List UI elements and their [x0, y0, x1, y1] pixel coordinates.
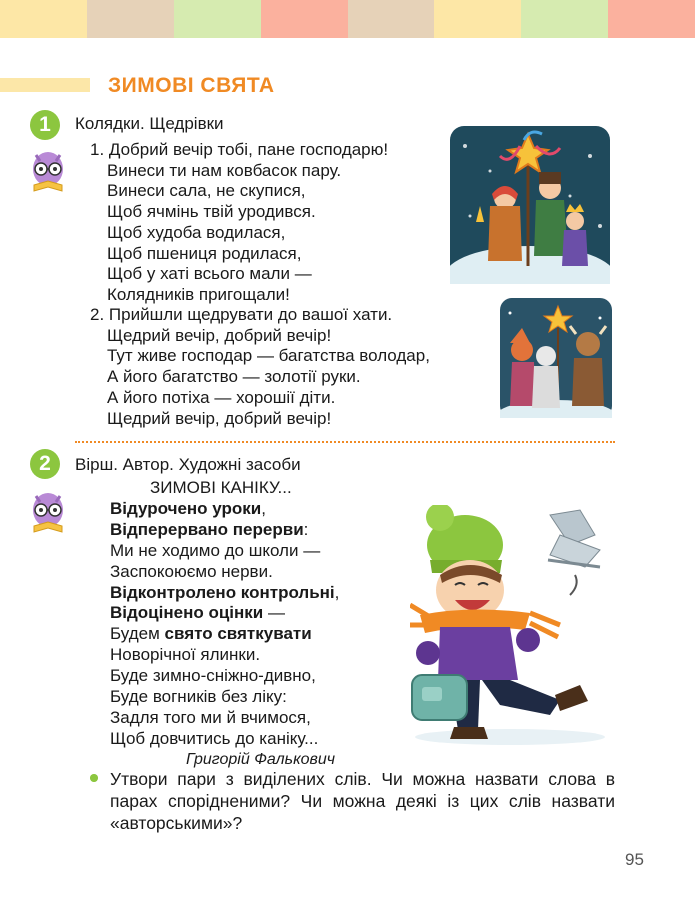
poem-line: Буде вогників без ліку: — [110, 687, 287, 707]
verse-line: Щоб худоба водилася, — [107, 222, 286, 242]
highlighted-word: Відперервано перерви — [110, 519, 304, 539]
verse-line: А його потіха — хорошії діти. — [107, 387, 336, 407]
poem-line: Відперервано перерви: — [110, 519, 309, 539]
section-number-badge: 1 — [30, 110, 60, 140]
title-ribbon — [0, 78, 90, 92]
carolers-illustration — [450, 126, 610, 284]
verse-line: Винеси ти нам ковбасок пару. — [107, 160, 342, 180]
owl-reading-icon — [28, 488, 68, 536]
verse-line: Винеси сала, не скупися, — [107, 181, 306, 201]
top-color-bar — [0, 0, 695, 38]
skating-boy-illustration — [410, 505, 615, 745]
task-text: Утвори пари з виділених слів. Чи можна назвати слова в парах спорідненими? Чи можна деякі із цих слів назвати «авторськими»? — [110, 769, 615, 833]
owl-reading-icon — [28, 147, 68, 195]
verse-line: Колядників пригощали! — [107, 284, 290, 304]
poem-line: Ми не ходимо до школи — — [110, 540, 321, 560]
color-block — [434, 0, 521, 38]
section-divider — [75, 441, 615, 443]
poem-line: Будем свято святкувати — [110, 624, 312, 644]
poem-line: Задля того ми й вчимося, — [110, 707, 311, 727]
carol-verse-2 — [90, 305, 430, 429]
poem-line: Новорічної ялинки. — [110, 645, 261, 665]
poem-line: Відурочено уроки, — [110, 498, 266, 518]
verse-line: Щоб пшениця родилася, — [107, 243, 302, 263]
poem-author: Григорій Фалькович — [186, 750, 336, 768]
poem-line: Буде зимно-сніжно-дивно, — [110, 666, 316, 686]
color-block — [0, 0, 87, 38]
poem-line: Щоб довчитись до каніку... — [110, 728, 319, 748]
color-block — [521, 0, 608, 38]
verse-line: 2. Прийшли щедрувати до вашої хати. — [90, 305, 393, 324]
verse-line: Щедрий вечір, добрий вечір! — [107, 408, 332, 428]
page-number: 95 — [625, 850, 644, 869]
color-block — [174, 0, 261, 38]
page-title: ЗИМОВІ СВЯТА — [108, 74, 275, 97]
color-block — [261, 0, 348, 38]
poem — [110, 478, 339, 771]
poem-line: Відконтролено контрольні, — [110, 582, 340, 602]
highlighted-word: Відконтролено контрольні — [110, 582, 335, 602]
poem-line: Відоцінено оцінки — — [110, 603, 285, 623]
carol-verse-1 — [90, 140, 388, 306]
bullet-icon — [90, 774, 98, 782]
highlighted-word: Відурочено уроки — [110, 498, 262, 518]
poem-title: ЗИМОВІ КАНІКУ... — [150, 478, 292, 497]
shchedrivka-costumes-illustration — [500, 298, 612, 418]
verse-line: А його багатство — золотії руки. — [107, 367, 361, 387]
section-heading: Колядки. Щедрівки — [75, 114, 224, 133]
verse-line: Тут живе господар — багатства володар, — [107, 346, 430, 366]
section-number-badge: 2 — [30, 449, 60, 479]
highlighted-word: свято святкувати — [164, 624, 312, 644]
verse-line: 1. Добрий вечір тобі, пане господарю! — [90, 140, 389, 159]
color-block — [608, 0, 695, 38]
color-block — [87, 0, 174, 38]
poem-line: Заспокоюємо нерви. — [110, 561, 273, 581]
section-heading: Вірш. Автор. Художні засоби — [75, 455, 301, 474]
verse-line: Щоб ячмінь твій уродився. — [107, 202, 316, 222]
verse-line: Щедрий вечір, добрий вечір! — [107, 325, 332, 345]
color-block — [348, 0, 435, 38]
highlighted-word: Відоцінено оцінки — [110, 603, 264, 623]
verse-line: Щоб у хаті всього мали — — [107, 264, 312, 284]
